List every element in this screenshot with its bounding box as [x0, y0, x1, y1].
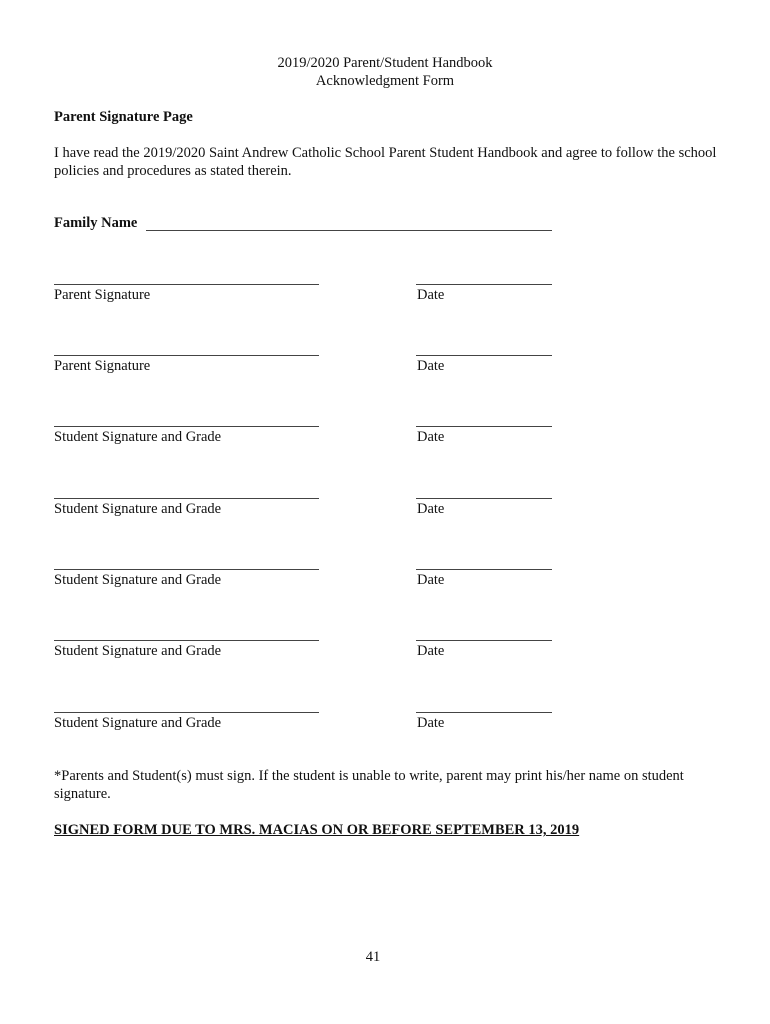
date-field[interactable]: [416, 284, 552, 285]
signature-label: Student Signature and Grade: [54, 572, 222, 588]
signature-row: [0, 712, 770, 742]
signature-label: Student Signature and Grade: [54, 715, 222, 731]
signing-instructions-note: *Parents and Student(s) must sign. If the student is unable to write, parent may print his/her name on student signature.: [54, 768, 684, 802]
form-title-line-1: 2019/2020 Parent/Student Handbook: [277, 55, 493, 71]
signature-label: Parent Signature: [54, 358, 151, 374]
signature-field[interactable]: [54, 569, 319, 570]
date-field[interactable]: [416, 426, 552, 427]
date-label: Date: [417, 715, 445, 731]
acknowledgment-statement: I have read the 2019/2020 Saint Andrew Catholic School Parent Student Handbook and agree to follow the school policies and procedures as stated therein.: [54, 145, 717, 179]
signature-row: [0, 426, 770, 456]
signature-field[interactable]: [54, 284, 319, 285]
due-date-notice: SIGNED FORM DUE TO MRS. MACIAS ON OR BEFORE SEPTEMBER 13, 2019: [54, 822, 580, 838]
signature-row: [0, 284, 770, 314]
signature-field[interactable]: [54, 498, 319, 499]
date-field[interactable]: [416, 569, 552, 570]
date-label: Date: [417, 358, 445, 374]
signature-row: [0, 569, 770, 599]
signature-row: [0, 498, 770, 528]
signature-label: Student Signature and Grade: [54, 429, 222, 445]
date-label: Date: [417, 643, 445, 659]
page-number: 41: [365, 949, 381, 965]
signature-label: Parent Signature: [54, 287, 151, 303]
date-label: Date: [417, 501, 445, 517]
date-label: Date: [417, 429, 445, 445]
signature-row: [0, 355, 770, 385]
family-name-field[interactable]: [146, 230, 552, 231]
family-name-label: Family Name: [54, 215, 138, 231]
signature-label: Student Signature and Grade: [54, 643, 222, 659]
form-title-line-2: Acknowledgment Form: [315, 73, 455, 89]
signature-field[interactable]: [54, 426, 319, 427]
signature-label: Student Signature and Grade: [54, 501, 222, 517]
signature-field[interactable]: [54, 355, 319, 356]
date-label: Date: [417, 287, 445, 303]
signature-row: [0, 640, 770, 670]
date-field[interactable]: [416, 712, 552, 713]
date-field[interactable]: [416, 640, 552, 641]
signature-field[interactable]: [54, 712, 319, 713]
signature-field[interactable]: [54, 640, 319, 641]
date-label: Date: [417, 572, 445, 588]
date-field[interactable]: [416, 355, 552, 356]
section-heading: Parent Signature Page: [54, 109, 193, 125]
date-field[interactable]: [416, 498, 552, 499]
